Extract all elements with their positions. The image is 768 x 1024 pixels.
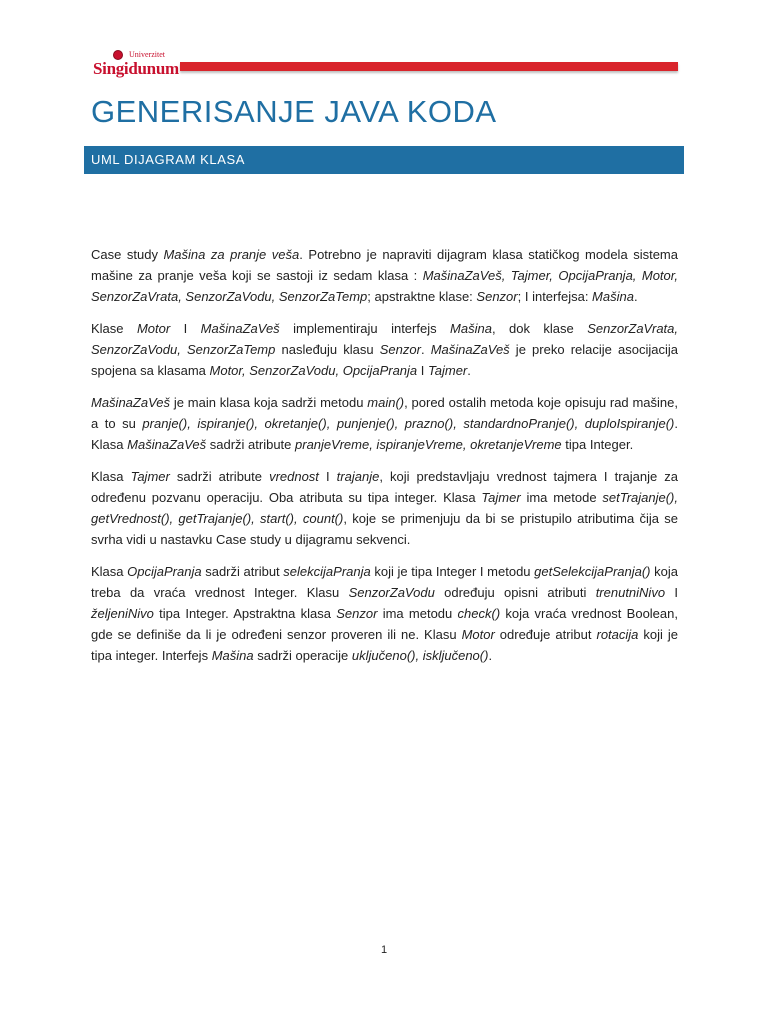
italic-run: setTrajanje(), getVrednost(), getTrajanje(), start(), count(): [91, 490, 678, 526]
italic-run: Mašina: [592, 289, 634, 304]
italic-run: Motor: [461, 627, 495, 642]
text-run: je main klasa koja sadrži metodu: [170, 395, 368, 410]
text-run: koji je tipa integer. Interfejs: [91, 627, 678, 663]
text-run: , pored ostalih metoda koje opisuju rad mašine, a to su: [91, 395, 678, 431]
text-run: .: [633, 289, 638, 304]
text-run: , koji predstavljaju vrednost tajmera I trajanje za određenu pozvanu operaciju. Oba atributa su tipa integer. Klasa: [91, 469, 678, 505]
text-run: sadrži atribut: [201, 564, 284, 579]
italic-run: Tajmer: [428, 363, 468, 378]
page-number: 1: [380, 944, 388, 956]
italic-run: MašinaZaVeš: [430, 342, 510, 357]
text-run: , koje se primenjuju da bi se pristupilo atributima čija se svrha vidi u nastavku Case study u dijagramu sekvenci.: [91, 511, 678, 547]
body-paragraph: [91, 466, 678, 550]
italic-run: check(): [457, 606, 501, 621]
logo-name: Singidunum: [93, 59, 179, 78]
text-run: I: [318, 469, 337, 484]
text-run: implementiraju interfejs: [279, 321, 451, 336]
document-body: [91, 244, 678, 677]
logo-university-label: Univerzitet: [129, 50, 165, 59]
italic-run: Mašina za pranje veša: [163, 247, 300, 262]
text-run: .: [467, 363, 471, 378]
italic-run: Senzor: [379, 342, 421, 357]
text-run: određuje atribut: [494, 627, 597, 642]
text-run: ima metodu: [377, 606, 458, 621]
italic-run: Senzor: [336, 606, 378, 621]
text-run: sadrži atribute: [206, 437, 296, 452]
page-title: GENERISANJE JAVA KODA: [91, 94, 497, 129]
italic-run: Senzor: [476, 289, 518, 304]
text-run: I: [170, 321, 201, 336]
italic-run: OpcijaPranja: [127, 564, 202, 579]
body-paragraph: [91, 392, 678, 455]
text-run: I: [417, 363, 428, 378]
italic-run: Tajmer: [130, 469, 170, 484]
text-run: , dok klase: [491, 321, 588, 336]
italic-run: SenzorZaVrata, SenzorZaVodu, SenzorZaTemp: [91, 321, 678, 357]
text-run: koja vraća vrednost Boolean, gde se definiše da li je određeni senzor proveren ili ne. Klasu: [91, 606, 678, 642]
italic-run: pranje(), ispiranje(), okretanje(), punjenje(), prazno(), standardnoPranje(), duploIspiranje(): [142, 416, 675, 431]
section-heading-bar: [84, 146, 684, 174]
text-run: Klase: [91, 321, 137, 336]
text-run: I: [665, 585, 678, 600]
italic-run: MašinaZaVeš: [127, 437, 207, 452]
section-heading: UML DIJAGRAM KLASA: [91, 152, 246, 167]
italic-run: pranjeVreme, ispiranjeVreme, okretanjeVreme: [295, 437, 562, 452]
text-run: određuju opisni atributi: [434, 585, 596, 600]
text-run: tipa Integer. Apstraktna klasa: [153, 606, 337, 621]
italic-run: Mašina: [450, 321, 492, 336]
body-paragraph: [91, 318, 678, 381]
text-run: . Klasa: [91, 416, 679, 452]
body-paragraph: [91, 561, 678, 666]
italic-run: trajanje: [336, 469, 380, 484]
text-run: ; I interfejsa:: [517, 289, 593, 304]
university-logo: [93, 48, 179, 80]
italic-run: rotacija: [596, 627, 639, 642]
italic-run: getSelekcijaPranja(): [534, 564, 651, 579]
italic-run: vrednost: [269, 469, 319, 484]
italic-run: Tajmer: [481, 490, 521, 505]
italic-run: Mašina: [211, 648, 254, 663]
italic-run: MašinaZaVeš, Tajmer, OpcijaPranja, Motor, SenzorZaVrata, SenzorZaVodu, SenzorZaTemp: [91, 268, 678, 304]
text-run: je preko relacije asocijacija spojena sa klasama: [91, 342, 678, 378]
text-run: Klasa: [91, 469, 131, 484]
text-run: tipa Integer.: [561, 437, 634, 452]
italic-run: Motor, SenzorZaVodu, OpcijaPranja: [209, 363, 418, 378]
text-run: ; apstraktne klase:: [367, 289, 477, 304]
italic-run: selekcijaPranja: [283, 564, 371, 579]
italic-run: uključeno(), isključeno(): [351, 648, 489, 663]
text-run: sadrži operacije: [253, 648, 352, 663]
italic-run: MašinaZaVeš: [200, 321, 280, 336]
text-run: nasleđuju klasu: [275, 342, 380, 357]
italic-run: main(): [367, 395, 405, 410]
italic-run: Motor: [136, 321, 171, 336]
text-run: koja treba da vraća vrednost Integer. Klasu: [91, 564, 678, 600]
text-run: .: [420, 342, 431, 357]
text-run: Case study: [91, 247, 164, 262]
italic-run: željeniNivo: [91, 606, 154, 621]
body-paragraph: [91, 244, 678, 307]
header-red-bar: [180, 62, 678, 71]
text-run: . Potrebno je napraviti dijagram klasa statičkog modela sistema mašine za pranje veša koji se sastoji iz sedam klasa :: [91, 247, 678, 283]
text-run: ima metode: [520, 490, 603, 505]
text-run: koji je tipa Integer I metodu: [370, 564, 535, 579]
italic-run: SenzorZaVodu: [348, 585, 435, 600]
italic-run: trenutniNivo: [595, 585, 666, 600]
text-run: .: [488, 648, 493, 663]
italic-run: MašinaZaVeš: [91, 395, 170, 410]
text-run: Klasa: [91, 564, 128, 579]
text-run: sadrži atribute: [169, 469, 270, 484]
